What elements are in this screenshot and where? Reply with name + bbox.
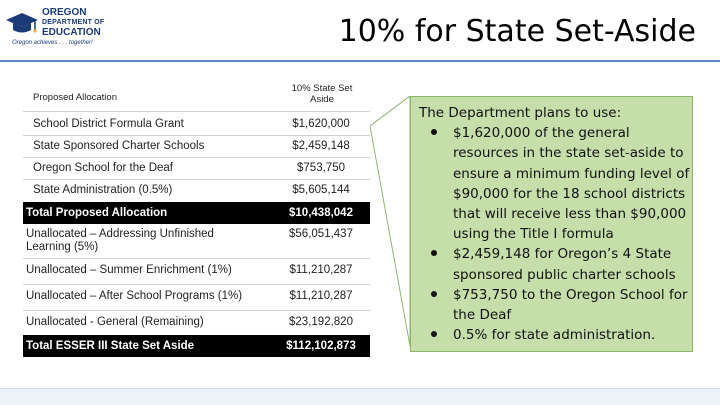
title-divider bbox=[0, 60, 720, 62]
row-value: $753,750 bbox=[297, 162, 345, 174]
row-label: State Sponsored Charter Schools bbox=[33, 140, 205, 152]
callout-bullet bbox=[419, 123, 692, 244]
total-proposed-row bbox=[23, 202, 370, 224]
table-header-row bbox=[23, 78, 370, 112]
total-proposed-label: Total Proposed Allocation bbox=[26, 207, 168, 219]
callout-box bbox=[410, 96, 693, 352]
callout-bullet-text: $753,750 to the Oregon School for the Deaf bbox=[453, 286, 688, 324]
logo-tagline: Oregon achieves . . . together! bbox=[12, 40, 93, 46]
table-row bbox=[23, 113, 370, 136]
row-label: Unallocated – After School Programs (1%) bbox=[26, 290, 243, 302]
table-row bbox=[23, 224, 370, 259]
row-value: $23,192,820 bbox=[289, 316, 353, 328]
row-label: State Administration (0.5%) bbox=[33, 184, 173, 196]
row-value: $11,210,287 bbox=[289, 264, 353, 276]
table-row bbox=[23, 258, 370, 285]
row-value: $11,210,287 bbox=[289, 290, 353, 302]
callout-bullet-text: $1,620,000 of the general resources in the state set-aside to ensure a minimum funding level of $90,000 for the 18 school districts that will receive less than $90,000 using the Title I formula bbox=[453, 125, 690, 243]
total-proposed-value: $10,438,042 bbox=[289, 207, 353, 219]
row-label: Unallocated – Addressing Unfinished Learning (5%) bbox=[26, 228, 214, 253]
callout-bullet bbox=[419, 285, 692, 325]
callout-bullet bbox=[419, 325, 692, 345]
callout-bullet-text: $2,459,148 for Oregon’s 4 State sponsored public charter schools bbox=[453, 246, 676, 283]
table-row bbox=[23, 135, 370, 158]
logo-line-1: OREGON bbox=[42, 7, 87, 18]
callout-bullet bbox=[419, 244, 692, 284]
row-label: School District Formula Grant bbox=[33, 118, 184, 130]
callout-pointer bbox=[370, 96, 410, 346]
grand-total-value: $112,102,873 bbox=[286, 340, 356, 352]
row-value: $1,620,000 bbox=[292, 118, 350, 130]
table-row bbox=[23, 284, 370, 311]
table-row bbox=[23, 310, 370, 336]
logo-line-2: DEPARTMENT OF bbox=[42, 19, 105, 26]
oregon-education-logo bbox=[4, 8, 114, 50]
row-value: $56,051,437 bbox=[289, 228, 353, 240]
footer-line bbox=[0, 388, 720, 389]
table-row bbox=[23, 157, 370, 180]
row-label: Oregon School for the Deaf bbox=[33, 162, 173, 174]
graduation-cap-icon bbox=[4, 10, 40, 40]
callout-bullet-text: 0.5% for state administration. bbox=[453, 327, 656, 344]
row-label: Unallocated - General (Remaining) bbox=[26, 316, 204, 328]
row-label: Unallocated – Summer Enrichment (1%) bbox=[26, 264, 232, 276]
row-value: $5,605,144 bbox=[292, 184, 350, 196]
grand-total-row bbox=[23, 335, 370, 357]
footer-bar bbox=[0, 388, 720, 405]
grand-total-label: Total ESSER III State Set Aside bbox=[26, 340, 195, 352]
page-title: 10% for State Set-Aside bbox=[338, 14, 696, 49]
logo-line-3: EDUCATION bbox=[42, 27, 101, 38]
table-row bbox=[23, 179, 370, 201]
header-label: Proposed Allocation bbox=[33, 92, 117, 103]
callout-intro: The Department plans to use: bbox=[419, 105, 622, 121]
row-value: $2,459,148 bbox=[292, 140, 350, 152]
header-value: 10% State Set Aside bbox=[291, 83, 353, 105]
